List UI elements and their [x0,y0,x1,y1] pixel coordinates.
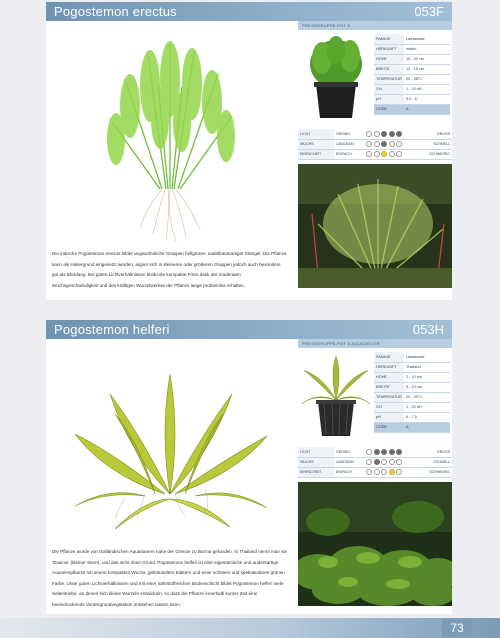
rating-dot [396,459,402,465]
section-panel-erectus [46,21,452,300]
rating-dot [381,141,387,147]
rating-dot [396,449,402,455]
rating-dot [381,459,387,465]
section-title: Pogostemon helferi [54,322,170,337]
plant-illustration [46,21,294,246]
section-header-helferi [46,320,452,339]
section-code: 053F [414,4,444,19]
rating-dot [396,151,402,157]
rating-dot [381,469,387,475]
rating-dot [374,449,380,455]
potted-plant-image [300,352,372,440]
rating-dot [366,459,372,465]
pot-header: PRESSGRUPPE POT 5 [298,21,452,30]
rating-dot [374,141,380,147]
rating-dot [366,449,372,455]
rating-row-light: LICHT GERING GROSS [298,129,452,139]
rating-dot [374,151,380,157]
rating-grid [298,129,452,160]
rating-dot [374,469,380,475]
rating-dot [396,469,402,475]
pot-header: PRESSGRUPPE POT 5 AQUADECOR [298,339,452,348]
page-number: 73 [442,619,472,637]
rating-dot [389,151,395,157]
aquarium-photo [298,482,452,606]
rating-row-difficulty: EINFACHEIT EINFACH SCHWIERIG [298,149,452,159]
page-footer [0,618,500,638]
rating-row-growth: WUCHS LANGSAM SCHNELL [298,139,452,149]
plant-illustration [46,339,294,539]
pot-area [298,348,452,443]
rating-row-growth: WUCHS LANGSAM SCHNELL [298,457,452,467]
rating-dot [389,131,395,137]
rating-dot [374,131,380,137]
rating-dot [389,449,395,455]
rating-dot [381,449,387,455]
potted-plant-image [300,34,372,122]
rating-dot [366,151,372,157]
plant-description: Die indische Pogostemon erectus bildet ungewöhnliche Gruppen hellgrüner, nadelbaumartiger Stängel. Die Pflanze kann als Hintergrund eingesetzt werden, eignet sich in kleineren oder größeren Gruppen jedoch auch besonders gut als Blickfang. Bei guten Lichtverhältnissen bleibt die kompakte Form dank der moderaten Wuchsgeschwindigkeit und des kräftigen Wurzelwerkes der Pflanze lange problemlos erhalten. [52,251,287,288]
rating-row-difficulty: EINFACHEIT EINFACH SCHWIERIG [298,467,452,477]
rating-dot [366,469,372,475]
aquarium-photo [298,164,452,288]
rating-dot [381,131,387,137]
section-code: 053H [412,322,444,337]
section-header-erectus [46,2,452,21]
section-panel-helferi [46,339,452,614]
rating-dot [366,131,372,137]
spec-table: FAMILIE Lamiaceae HERKUNFT Thailand HÖHE 2 - 10 cm BREITE 5 - 10 cm TEMPERATUR 20 - 30°C GH 1 - 20 dH pH 6 - 7,5 CODE A [374,352,450,433]
rating-dot [389,469,395,475]
rating-dot [396,131,402,137]
right-column [298,21,452,288]
section-title: Pogostemon erectus [54,4,177,19]
rating-row-light: LICHT GERING GROSS [298,447,452,457]
pot-area [298,30,452,125]
rating-dot [374,459,380,465]
rating-dot [389,459,395,465]
rating-dot [366,141,372,147]
right-column [298,339,452,606]
rating-dot [389,141,395,147]
rating-dot [381,151,387,157]
rating-grid [298,447,452,478]
plant-description: Die Pflanze wurde von thailändischen Aquarianern nahe der Grenze zu Burma gefunden. In Thailand nennt man sie 'Dauinoi' (kleiner Stern), und das nicht ohne Grund. Pogostemon helferi ist eine eigentümliche und andersartige Aquarienpflanze mit einem kompakten Wuchs, gekräuselten Blättern und einer schönen und spektakulären grünen Farbe. Unter guten Lichtverhältnissen und mit einer nährstoffreichen Bodenschicht bildet Pogostemon helferi viele Seitentriebe, an denen sich kleine Wurzeln entwickeln, so dass die Pflanze innerhalb kurzer Zeit eine beeindruckende Vordergrundvegetation entstehen lassen kann. [52,549,288,607]
spec-table: FAMILIE Lamiaceae HERKUNFT Indien HÖHE 15 - 40 cm BREITE 10 - 15 cm TEMPERATUR 20 - 28°C GH 1 - 20 dH pH 5,0 - 8 CODE A [374,34,450,115]
rating-dot [396,141,402,147]
